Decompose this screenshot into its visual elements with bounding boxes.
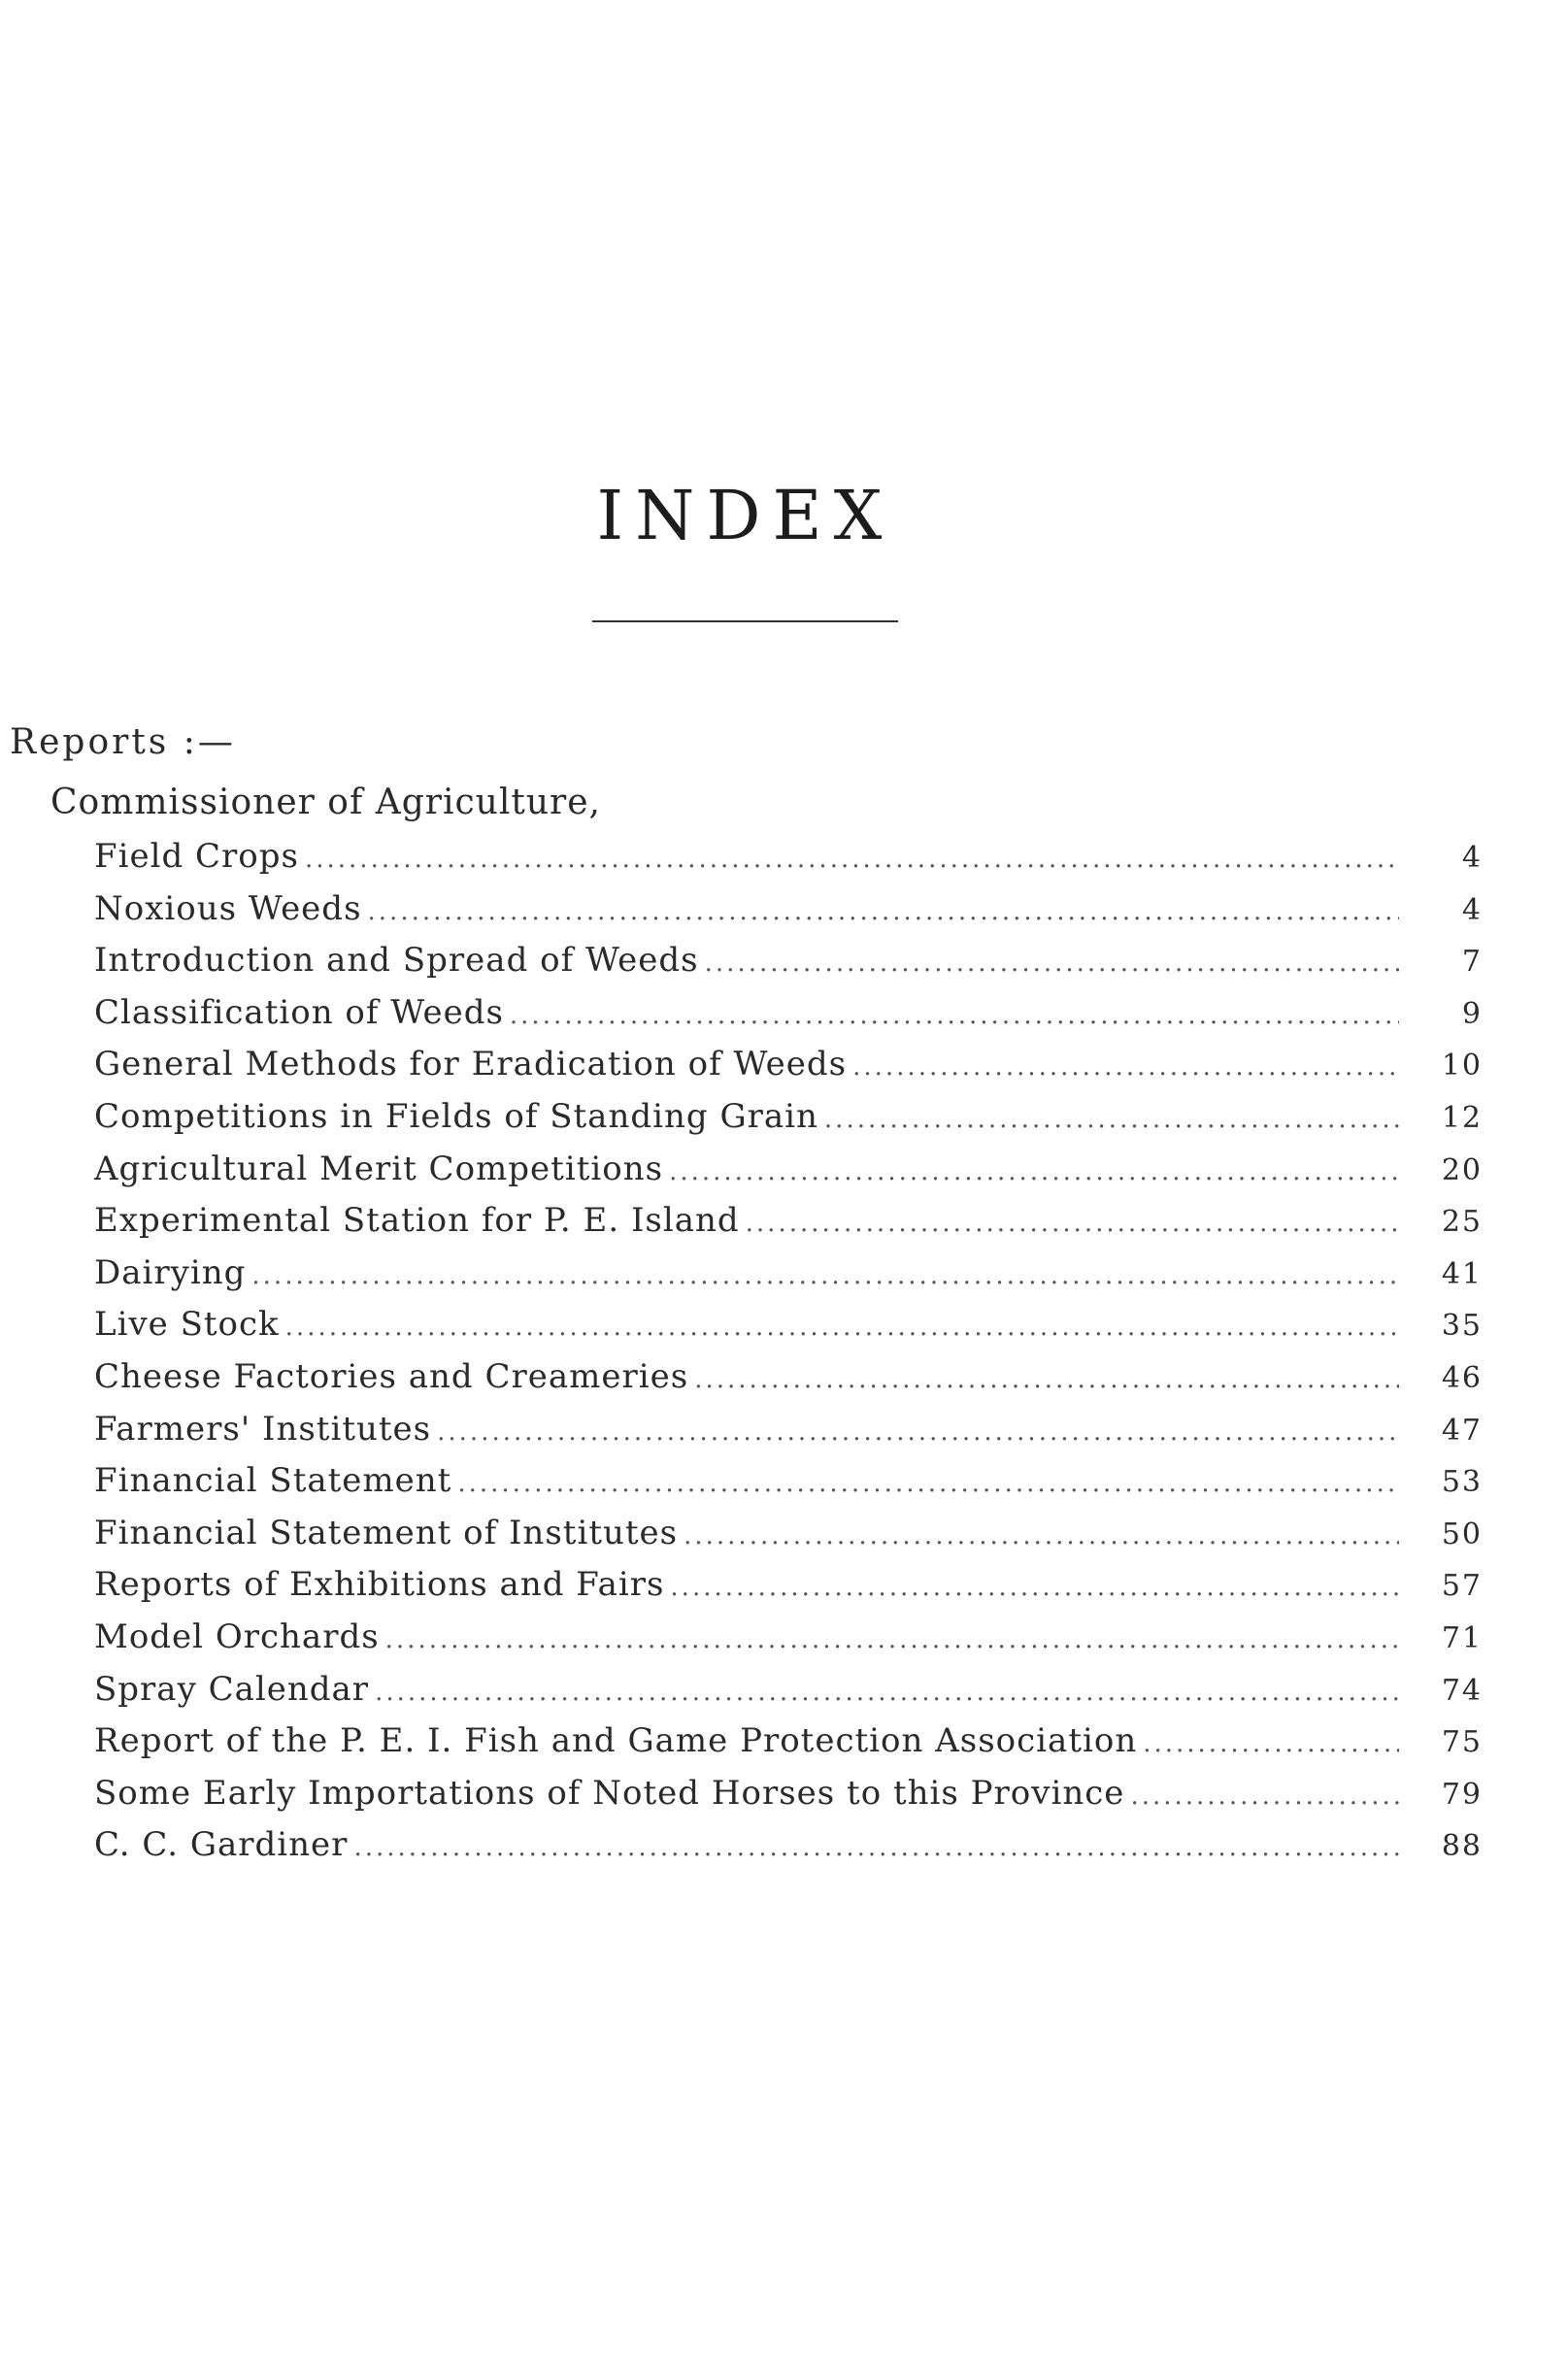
dot-leader <box>705 949 1399 978</box>
entry-page-number: 46 <box>1441 1360 1483 1395</box>
dot-leader <box>510 1001 1399 1030</box>
dot-leader <box>285 1313 1399 1342</box>
entry-title: Spray Calendar <box>94 1669 370 1709</box>
dot-leader <box>746 1209 1399 1238</box>
entry-title: Classification of Weeds <box>94 992 504 1032</box>
dot-leader <box>824 1105 1399 1134</box>
entry-title: Farmers' Institutes <box>94 1409 432 1449</box>
index-entry[interactable] <box>94 1410 1483 1462</box>
entry-title: Introduction and Spread of Weeds <box>94 941 699 981</box>
entry-page-number: 20 <box>1441 1152 1483 1187</box>
entry-title: Reports of Exhibitions and Fairs <box>94 1565 665 1605</box>
entry-title: Financial Statement of Institutes <box>94 1513 679 1552</box>
entry-title: C. C. Gardiner <box>94 1825 349 1865</box>
entry-title: Dairying <box>94 1252 247 1292</box>
entry-page-number: 4 <box>1461 841 1483 875</box>
index-list <box>94 837 1483 1878</box>
index-entry[interactable] <box>94 1201 1483 1253</box>
index-entry[interactable] <box>94 1357 1483 1410</box>
entry-page-number: 9 <box>1461 996 1483 1031</box>
index-entry[interactable] <box>94 837 1483 889</box>
index-entry[interactable] <box>94 1097 1483 1150</box>
index-entry[interactable] <box>94 1825 1483 1878</box>
index-entry[interactable] <box>94 1045 1483 1097</box>
entry-page-number: 79 <box>1441 1777 1483 1812</box>
entry-title: Competitions in Fields of Standing Grain <box>94 1096 818 1136</box>
entry-page-number: 10 <box>1441 1049 1483 1083</box>
dot-leader <box>670 1573 1399 1602</box>
dot-leader <box>368 897 1399 926</box>
section-heading: Reports :— <box>10 722 236 762</box>
index-entry[interactable] <box>94 1721 1483 1774</box>
index-entry[interactable] <box>94 1514 1483 1566</box>
entry-title: Agricultural Merit Competitions <box>94 1149 664 1188</box>
entry-title: Experimental Station for P. E. Island <box>94 1201 740 1241</box>
index-entry[interactable] <box>94 889 1483 942</box>
entry-page-number: 47 <box>1441 1413 1483 1448</box>
page-title: INDEX <box>596 476 894 555</box>
entry-page-number: 57 <box>1441 1569 1483 1604</box>
entry-page-number: 7 <box>1461 945 1483 980</box>
dot-leader <box>251 1261 1399 1290</box>
index-entry[interactable] <box>94 1565 1483 1617</box>
entry-page-number: 88 <box>1441 1829 1483 1864</box>
dot-leader <box>375 1678 1399 1707</box>
dot-leader <box>457 1469 1399 1498</box>
entry-page-number: 12 <box>1441 1100 1483 1135</box>
index-entry[interactable] <box>94 1461 1483 1514</box>
index-entry[interactable] <box>94 1617 1483 1670</box>
index-entry[interactable] <box>94 941 1483 993</box>
index-entry[interactable] <box>94 1305 1483 1357</box>
dot-leader <box>353 1833 1399 1862</box>
entry-page-number: 4 <box>1461 892 1483 927</box>
entry-title: General Methods for Eradication of Weeds <box>94 1045 848 1084</box>
entry-page-number: 35 <box>1441 1309 1483 1344</box>
index-entry[interactable] <box>94 993 1483 1046</box>
dot-leader <box>1143 1729 1399 1758</box>
entry-title: Report of the P. E. I. Fish and Game Protection Association <box>94 1721 1138 1761</box>
entry-page-number: 25 <box>1441 1205 1483 1240</box>
title-divider <box>592 620 898 622</box>
index-entry[interactable] <box>94 1150 1483 1202</box>
entry-title: Financial Statement <box>94 1461 452 1501</box>
entry-page-number: 75 <box>1441 1725 1483 1760</box>
entry-title: Live Stock <box>94 1305 280 1345</box>
dot-leader <box>385 1625 1399 1654</box>
entry-page-number: 71 <box>1441 1620 1483 1655</box>
subsection-heading: Commissioner of Agriculture, <box>50 783 601 822</box>
dot-leader <box>694 1365 1399 1394</box>
entry-title: Noxious Weeds <box>94 888 362 928</box>
dot-leader <box>684 1521 1399 1550</box>
entry-page-number: 41 <box>1441 1256 1483 1291</box>
dot-leader <box>852 1052 1399 1082</box>
dot-leader <box>305 845 1399 874</box>
entry-page-number: 50 <box>1441 1516 1483 1551</box>
index-entry[interactable] <box>94 1253 1483 1306</box>
entry-title: Field Crops <box>94 837 299 876</box>
entry-page-number: 74 <box>1441 1673 1483 1708</box>
index-entry[interactable] <box>94 1774 1483 1826</box>
dot-leader <box>1130 1782 1399 1811</box>
dot-leader <box>437 1417 1399 1447</box>
entry-title: Model Orchards <box>94 1616 380 1656</box>
entry-page-number: 53 <box>1441 1465 1483 1500</box>
entry-title: Some Early Importations of Noted Horses to this Province <box>94 1773 1125 1813</box>
entry-title: Cheese Factories and Creameries <box>94 1356 689 1396</box>
index-entry[interactable] <box>94 1670 1483 1722</box>
dot-leader <box>669 1157 1399 1186</box>
